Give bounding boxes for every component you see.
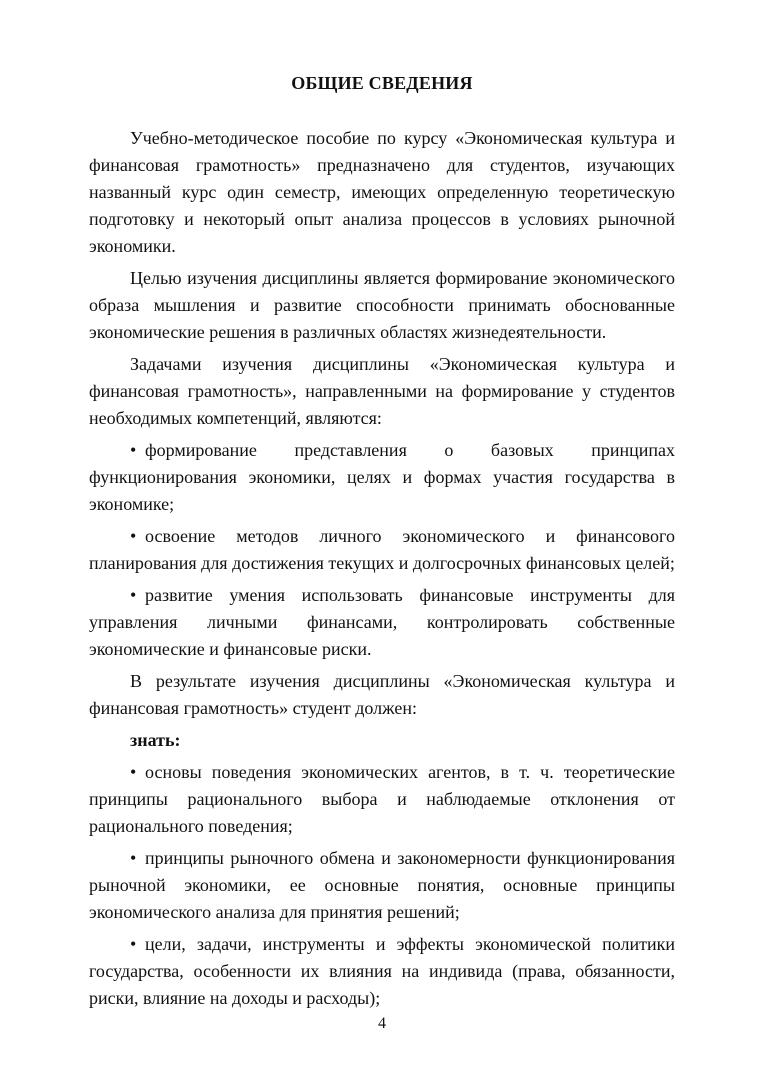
bullet-icon: • (130, 440, 137, 460)
task-item (89, 582, 675, 663)
know-item-text: цели, задачи, инструменты и эффекты экономической политики государства, особенности их влияния на индивида (права, обязанности, риски, влияние на доходы и расходы); (89, 934, 675, 1008)
page-title: ОБЩИЕ СВЕДЕНИЯ (291, 73, 473, 93)
know-item-text: основы поведения экономических агентов, в т. ч. теоретические принципы рационального выбора и наблюдаемые отклонения от рационального поведения; (89, 762, 675, 836)
task-item (89, 437, 675, 518)
bullet-icon: • (130, 934, 137, 954)
goal-paragraph: Целью изучения дисциплины является формирование экономического образа мышления и развитие способности принимать обоснованные экономические решения в различных областях жизнедеятельности. (89, 268, 675, 342)
tasks-intro-paragraph: Задачами изучения дисциплины «Экономическая культура и финансовая грамотность», направленными на формирование у студентов необходимых компетенций, являются: (89, 354, 675, 428)
know-label: знать: (130, 730, 181, 750)
know-item (89, 931, 675, 1012)
intro-paragraph: Учебно-методическое пособие по курсу «Экономическая культура и финансовая грамотность» предназначено для студентов, изучающих названный курс один семестр, имеющих определенную теоретическую подготовку и некоторый опыт анализа процессов в условиях рыночной экономики. (89, 128, 675, 256)
know-item (89, 759, 675, 840)
know-item-text: принципы рыночного обмена и закономерности функционирования рыночной экономики, ее основные понятия, основные принципы экономического анализа для принятия решений; (89, 848, 675, 922)
know-item (89, 845, 675, 926)
bullet-icon: • (130, 762, 137, 782)
bullet-icon: • (130, 848, 137, 868)
bullet-icon: • (130, 526, 137, 546)
page-number: 4 (378, 1015, 386, 1032)
task-item (89, 523, 675, 577)
task-item-text: развитие умения использовать финансовые инструменты для управления личными финансами, контролировать собственные экономические и финансовые риски. (89, 585, 675, 659)
result-intro-paragraph: В результате изучения дисциплины «Экономическая культура и финансовая грамотность» студент должен: (89, 671, 675, 718)
task-item-text: формирование представления о базовых принципах функционирования экономики, целях и формах участия государства в экономике; (89, 440, 675, 514)
task-item-text: освоение методов личного экономического и финансового планирования для достижения текущих и долгосрочных финансовых целей; (89, 526, 675, 573)
page-body (89, 125, 675, 1017)
bullet-icon: • (130, 585, 137, 605)
